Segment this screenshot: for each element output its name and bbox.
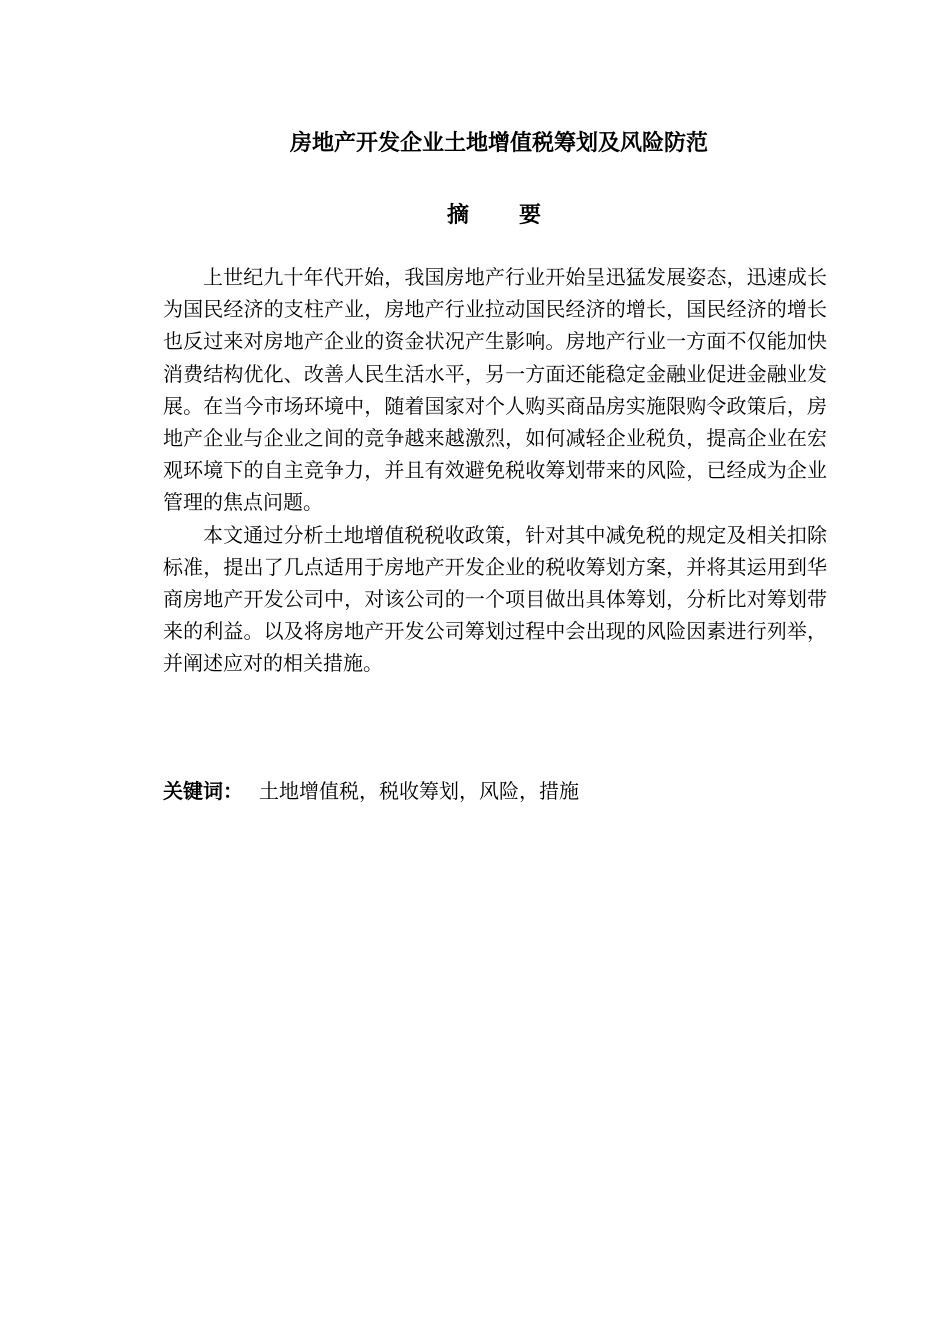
abstract-paragraph-2: 本文通过分析土地增值税税收政策，针对其中减免税的规定及相关扣除标准，提出了几点适用于房地产开发企业的税收筹划方案，并将其运用到华商房地产开发公司中，对该公司的一个项目做出具体筹划，分析比对筹划带来的利益。以及将房地产开发公司筹划过程中会出现的风险因素进行列举，并阐述应对的相关措施。 bbox=[163, 522, 827, 676]
abstract-heading-left: 摘 bbox=[446, 203, 469, 228]
abstract-body bbox=[163, 261, 827, 680]
keywords-label: 关键词： bbox=[163, 779, 243, 803]
document-title: 房地产开发企业土地增值税筹划及风险防范 bbox=[289, 131, 708, 156]
keywords-line bbox=[163, 773, 827, 809]
abstract-heading-right: 要 bbox=[519, 203, 542, 228]
keywords-value: 土地增值税，税收筹划，风险，措施 bbox=[259, 779, 579, 803]
abstract-heading bbox=[0, 198, 950, 234]
abstract-paragraph-1: 上世纪九十年代开始，我国房地产行业开始呈迅猛发展姿态，迅速成长为国民经济的支柱产业，房地产行业拉动国民经济的增长，国民经济的增长也反过来对房地产企业的资金状况产生影响。房地产行业一方面不仅能加快消费结构优化、改善人民生活水平，另一方面还能稳定金融业促进金融业发展。在当今市场环境中，随着国家对个人购买商品房实施限购令政策后，房地产企业与企业之间的竞争越来越激烈，如何减轻企业税负，提高企业在宏观环境下的自主竞争力，并且有效避免税收筹划带来的风险，已经成为企业管理的焦点问题。 bbox=[163, 265, 827, 515]
